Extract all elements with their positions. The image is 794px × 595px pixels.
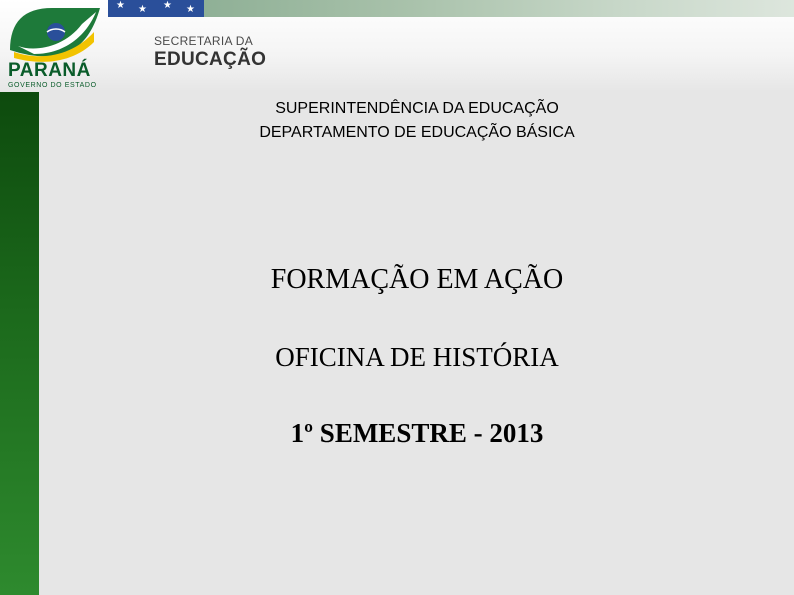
star-icon: ★ — [116, 0, 125, 11]
secretaria-label: SECRETARIA DA — [154, 34, 254, 48]
star-icon: ★ — [163, 0, 172, 11]
semester-label: 1º SEMESTRE - 2013 — [290, 418, 544, 448]
flag-blue-section — [108, 0, 204, 17]
page-subtitle: OFICINA DE HISTÓRIA — [275, 342, 559, 372]
star-icon: ★ — [186, 4, 195, 15]
star-icon: ★ — [138, 4, 147, 15]
secretaria-title: EDUCAÇÃO — [154, 49, 267, 70]
logo-wordmark: PARANÁ — [8, 60, 91, 81]
page-title: FORMAÇÃO EM AÇÃO — [270, 264, 564, 295]
heading-superintendencia: SUPERINTENDÊNCIA DA EDUCAÇÃO — [275, 100, 559, 117]
flag-green-section — [204, 0, 794, 17]
heading-departamento: DEPARTAMENTO DE EDUCAÇÃO BÁSICA — [259, 124, 575, 141]
logo-subtitle: GOVERNO DO ESTADO — [8, 82, 97, 89]
flag-strip — [108, 0, 794, 17]
